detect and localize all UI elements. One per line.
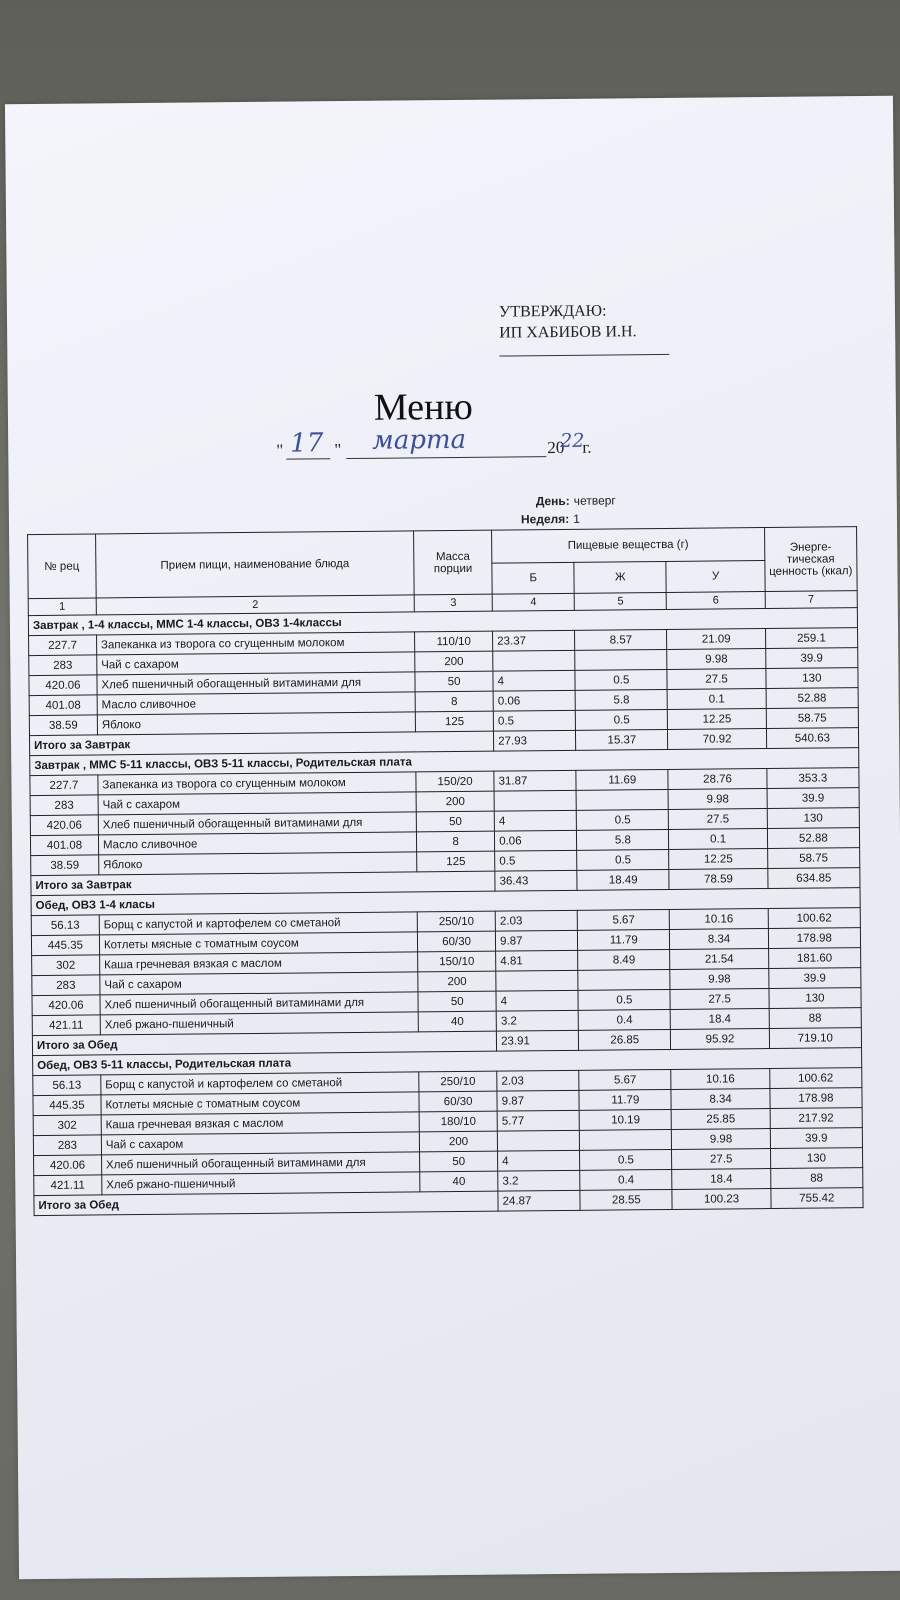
energy-value: 178.98 (770, 1088, 862, 1109)
fat-value: 11.69 (576, 769, 668, 790)
energy-value: 130 (769, 988, 861, 1009)
total-carb: 100.23 (672, 1188, 770, 1209)
carb-value: 28.76 (668, 769, 766, 790)
protein-value: 31.87 (494, 770, 576, 791)
fat-value: 0.5 (577, 849, 669, 870)
protein-value: 3.2 (496, 1010, 578, 1031)
carb-value: 27.5 (667, 669, 765, 690)
carb-value: 12.25 (668, 709, 766, 730)
total-protein: 23.91 (497, 1030, 579, 1051)
portion-mass: 8 (415, 691, 493, 712)
fat-value: 5.8 (575, 689, 667, 710)
date-year-hand: 22 (560, 429, 585, 452)
carb-value: 9.98 (667, 649, 765, 670)
date-year-suffix: г. (582, 437, 592, 457)
portion-mass: 200 (416, 791, 494, 812)
carb-value: 9.98 (670, 969, 768, 990)
portion-mass: 50 (415, 671, 493, 692)
protein-value (494, 790, 576, 811)
header-u: У (666, 561, 765, 593)
dish-name: Хлеб пшеничный обогащенный витаминами для (97, 672, 415, 695)
carb-value: 9.98 (672, 1128, 770, 1149)
carb-value: 10.16 (670, 909, 768, 930)
recipe-number: 283 (30, 795, 98, 816)
energy-value: 39.9 (765, 648, 857, 669)
total-protein: 24.87 (498, 1190, 580, 1211)
fat-value: 8.49 (578, 949, 670, 970)
day-label: День: (535, 493, 570, 509)
fat-value: 10.19 (579, 1109, 671, 1130)
fat-value: 0.5 (576, 709, 668, 730)
energy-value: 88 (769, 1008, 861, 1029)
recipe-number: 421.11 (32, 1015, 100, 1036)
total-energy: 719.10 (769, 1028, 861, 1049)
protein-value (493, 650, 575, 671)
section-title: Завтрак , 1-4 классы, ММС 1-4 классы, ОВЗ 1-4классы (28, 608, 857, 636)
index-cell: 3 (414, 594, 492, 612)
fat-value: 5.67 (579, 1069, 671, 1090)
recipe-number: 56.13 (33, 1075, 101, 1096)
signature-line (499, 354, 669, 357)
protein-value: 9.87 (497, 1090, 579, 1111)
energy-value: 88 (770, 1168, 862, 1189)
dish-name: Хлеб пшеничный обогащенный витаминами для (101, 1152, 419, 1175)
dish-name: Масло сливочное (98, 832, 416, 855)
energy-value: 178.98 (768, 928, 860, 949)
carb-value: 27.5 (672, 1148, 770, 1169)
header-mass: Масса порции (414, 530, 493, 595)
fat-value (575, 649, 667, 670)
recipe-number: 227.7 (29, 635, 97, 656)
index-cell: 5 (574, 592, 666, 610)
index-cell: 6 (667, 592, 765, 610)
fat-value (580, 1129, 672, 1150)
recipe-number: 56.13 (31, 915, 99, 936)
header-name: Прием пищи, наименование блюда (95, 531, 414, 598)
portion-mass: 250/10 (419, 1071, 497, 1092)
energy-value: 39.9 (769, 968, 861, 989)
protein-value: 2.03 (497, 1070, 579, 1091)
dish-name: Хлеб пшеничный обогащенный витаминами для (100, 992, 418, 1015)
dish-name: Борщ с капустой и картофелем со сметаной (99, 912, 417, 935)
dish-name: Хлеб ржано-пшеничный (102, 1172, 420, 1195)
section-title: Обед, ОВЗ 1-4 класы (31, 888, 860, 916)
fat-value: 0.5 (580, 1149, 672, 1170)
total-label: Итого за Обед (34, 1191, 498, 1215)
dish-name: Котлеты мясные с томатным соусом (99, 932, 417, 955)
recipe-number: 283 (33, 1135, 101, 1156)
protein-value: 4 (496, 990, 578, 1011)
recipe-number: 421.11 (34, 1175, 102, 1196)
protein-value (497, 1130, 579, 1151)
carb-value: 18.4 (672, 1168, 770, 1189)
protein-value: 4 (493, 670, 575, 691)
carb-value: 27.5 (669, 809, 767, 830)
total-fat: 18.49 (577, 869, 669, 890)
date-month-underline (346, 456, 546, 459)
total-fat: 28.55 (580, 1189, 672, 1210)
dish-name: Борщ с капустой и картофелем со сметаной (101, 1072, 419, 1095)
menu-sheet (5, 96, 900, 1579)
index-cell: 1 (28, 598, 96, 616)
portion-mass: 40 (420, 1171, 498, 1192)
protein-value: 5.77 (497, 1110, 579, 1131)
header-b: Б (492, 562, 574, 594)
protein-value: 23.37 (493, 630, 575, 651)
portion-mass: 110/10 (415, 631, 493, 652)
total-energy: 755.42 (771, 1188, 863, 1209)
carb-value: 10.16 (671, 1069, 769, 1090)
recipe-number: 283 (32, 975, 100, 996)
energy-value: 100.62 (769, 1068, 861, 1089)
energy-value: 130 (766, 668, 858, 689)
recipe-number: 227.7 (30, 775, 98, 796)
portion-mass: 50 (416, 811, 494, 832)
dish-name: Запеканка из творога со сгущенным молоком (96, 632, 414, 655)
recipe-number: 302 (33, 1115, 101, 1136)
approval-signatory: ИП ХАБИБОВ И.Н. (499, 323, 637, 342)
fat-value: 0.5 (578, 989, 670, 1010)
carb-value: 21.54 (670, 949, 768, 970)
recipe-number: 445.35 (33, 1095, 101, 1116)
approval-heading: УТВЕРЖДАЮ: (498, 302, 607, 321)
total-label: Итого за Обед (32, 1031, 496, 1055)
dish-name: Чай с сахаром (98, 792, 416, 815)
fat-value: 0.5 (575, 669, 667, 690)
dish-name: Запеканка из творога со сгущенным молоком (98, 772, 416, 795)
portion-mass: 60/30 (419, 1091, 497, 1112)
energy-value: 130 (767, 808, 859, 829)
fat-value: 0.4 (578, 1009, 670, 1030)
dish-name: Каша гречневая вязкая с маслом (101, 1112, 419, 1135)
section-title: Обед, ОВЗ 5-11 классы, Родительская плата (33, 1048, 862, 1076)
energy-value: 181.60 (768, 948, 860, 969)
portion-mass: 150/10 (418, 951, 496, 972)
recipe-number: 38.59 (29, 715, 97, 736)
energy-value: 52.88 (766, 688, 858, 709)
carb-value: 0.1 (669, 829, 767, 850)
carb-value: 21.09 (667, 629, 765, 650)
fat-value: 11.79 (579, 1089, 671, 1110)
total-protein: 36.43 (495, 870, 577, 891)
recipe-number: 283 (29, 655, 97, 676)
total-fat: 15.37 (576, 729, 668, 750)
dish-name: Хлеб пшеничный обогащенный витаминами для (98, 812, 416, 835)
index-cell: 4 (492, 593, 574, 611)
portion-mass: 8 (417, 831, 495, 852)
portion-mass: 200 (418, 971, 496, 992)
dish-name: Хлеб ржано-пшеничный (100, 1012, 418, 1035)
index-cell: 2 (96, 595, 414, 615)
energy-value: 217.92 (770, 1108, 862, 1129)
portion-mass: 250/10 (417, 911, 495, 932)
energy-value: 39.9 (770, 1128, 862, 1149)
portion-mass: 60/30 (418, 931, 496, 952)
week-value: 1 (573, 511, 580, 526)
fat-value: 5.67 (577, 909, 669, 930)
protein-value: 3.2 (498, 1170, 580, 1191)
recipe-number: 38.59 (31, 855, 99, 876)
protein-value: 0.5 (495, 850, 577, 871)
day-value: четверг (573, 493, 616, 508)
recipe-number: 420.06 (30, 815, 98, 836)
energy-value: 100.62 (768, 908, 860, 929)
energy-value: 353.3 (767, 768, 859, 789)
recipe-number: 401.08 (30, 835, 98, 856)
fat-value: 0.5 (576, 809, 668, 830)
fat-value: 0.4 (580, 1169, 672, 1190)
carb-value: 27.5 (670, 989, 768, 1010)
header-z: Ж (574, 561, 667, 593)
carb-value: 18.4 (671, 1009, 769, 1030)
protein-value: 4 (498, 1150, 580, 1171)
fat-value: 8.57 (575, 629, 667, 650)
portion-mass: 200 (415, 651, 493, 672)
approval-block (499, 300, 680, 357)
fat-value (576, 789, 668, 810)
dish-name: Чай с сахаром (97, 652, 415, 675)
total-carb: 78.59 (669, 869, 767, 890)
page-title: Меню (373, 385, 473, 429)
week-label: Неделя: (520, 511, 570, 527)
energy-value: 58.75 (766, 708, 858, 729)
protein-value: 9.87 (496, 930, 578, 951)
fat-value: 5.8 (577, 829, 669, 850)
protein-value: 4.81 (496, 950, 578, 971)
header-num: № рец (28, 534, 97, 599)
recipe-number: 420.06 (32, 995, 100, 1016)
protein-value: 2.03 (495, 910, 577, 931)
dish-name: Каша гречневая вязкая с маслом (100, 952, 418, 975)
protein-value: 0.06 (493, 690, 575, 711)
section-title: Завтрак , ММС 5-11 классы, ОВЗ 5-11 классы, Родительская плата (30, 748, 859, 776)
recipe-number: 420.06 (34, 1155, 102, 1176)
carb-value: 12.25 (669, 849, 767, 870)
fat-value: 11.79 (578, 929, 670, 950)
total-label: Итого за Завтрак (31, 871, 495, 895)
menu-body (28, 608, 863, 1216)
total-protein: 27.93 (494, 730, 576, 751)
date-close-quote: " (334, 440, 342, 460)
recipe-number: 401.08 (29, 695, 97, 716)
carb-value: 8.34 (670, 929, 768, 950)
protein-value: 4 (494, 810, 576, 831)
date-year-prefix: 20 (547, 437, 565, 458)
header-energy: Энерге-тическая ценность (ккал) (764, 527, 857, 592)
header-nutrients: Пищевые вещества (г) (492, 528, 765, 564)
total-fat: 26.85 (579, 1029, 671, 1050)
carb-value: 9.98 (668, 789, 766, 810)
carb-value: 8.34 (671, 1089, 769, 1110)
energy-value: 259.1 (765, 628, 857, 649)
energy-value: 39.9 (767, 788, 859, 809)
dish-name: Яблоко (97, 712, 415, 735)
recipe-number: 445.35 (31, 935, 99, 956)
portion-mass: 125 (417, 851, 495, 872)
carb-value: 0.1 (668, 689, 766, 710)
fat-value (578, 969, 670, 990)
date-open-quote: " (276, 440, 284, 460)
energy-value: 130 (770, 1148, 862, 1169)
protein-value (496, 970, 578, 991)
total-carb: 95.92 (671, 1029, 769, 1050)
total-energy: 540.63 (766, 728, 858, 749)
carb-value: 25.85 (672, 1108, 770, 1129)
recipe-number: 420.06 (29, 675, 97, 696)
portion-mass: 150/20 (416, 771, 494, 792)
energy-value: 58.75 (767, 848, 859, 869)
dish-name: Масло сливочное (97, 692, 415, 715)
protein-value: 0.06 (495, 830, 577, 851)
recipe-number: 302 (32, 955, 100, 976)
total-label: Итого за Завтрак (30, 731, 494, 755)
portion-mass: 50 (420, 1151, 498, 1172)
portion-mass: 200 (419, 1131, 497, 1152)
date-month: марта (372, 424, 467, 456)
date-day: 17 (290, 428, 324, 459)
dish-name: Котлеты мясные с томатным соусом (101, 1092, 419, 1115)
dish-name: Яблоко (99, 852, 417, 875)
menu-table (27, 526, 864, 1216)
energy-value: 52.88 (767, 828, 859, 849)
index-cell: 7 (765, 591, 857, 609)
portion-mass: 50 (418, 991, 496, 1012)
total-carb: 70.92 (668, 729, 766, 750)
total-energy: 634.85 (768, 868, 860, 889)
protein-value: 0.5 (493, 710, 575, 731)
dish-name: Чай с сахаром (101, 1132, 419, 1155)
portion-mass: 125 (415, 711, 493, 732)
dish-name: Чай с сахаром (100, 972, 418, 995)
portion-mass: 180/10 (419, 1111, 497, 1132)
menu-date (276, 423, 636, 466)
portion-mass: 40 (418, 1011, 496, 1032)
menu-meta (489, 491, 616, 528)
